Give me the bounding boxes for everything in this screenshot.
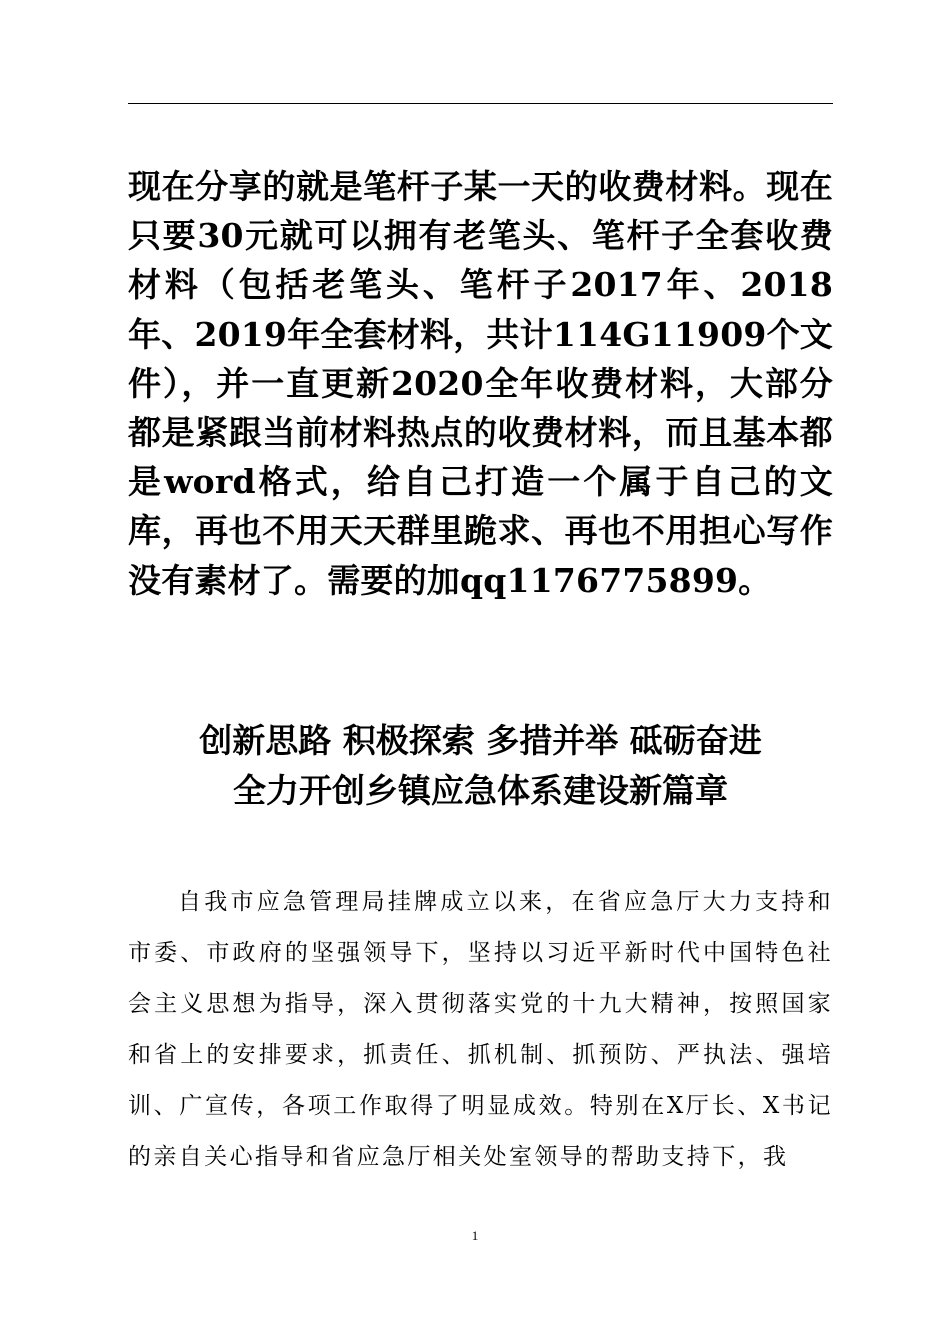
title-line-1: 创新思路 积极探索 多措并举 砥砺奋进 [199,721,762,760]
promo-paragraph: 现在分享的就是笔杆子某一天的收费材料。现在只要30元就可以拥有老笔头、笔杆子全套收费材料（包括老笔头、笔杆子2017年、2018年、2019年全套材料，共计114G11909个文件），并一直更新2020全年收费材料，大部分都是紧跟当前材料热点的收费材料，而且基本都是word格式，给自己打造一个属于自己的文库，再也不用天天群里跪求、再也不用担心写作没有素材了。需要的加qq1176775899。 [128,167,833,600]
document-title [128,716,833,816]
page-number: 1 [471,1228,479,1243]
title-line-2: 全力开创乡镇应急体系建设新篇章 [233,771,728,810]
body-paragraph: 自我市应急管理局挂牌成立以来，在省应急厅大力支持和市委、市政府的坚强领导下，坚持以习近平新时代中国特色社会主义思想为指导，深入贯彻落实党的十九大精神，按照国家和省上的安排要求，抓责任、抓机制、抓预防、严执法、强培训、广宣传，各项工作取得了明显成效。特别在X厅长、X书记的亲自关心指导和省应急厅相关处室领导的帮助支持下，我 [128,889,833,1170]
header-rule [128,103,833,104]
